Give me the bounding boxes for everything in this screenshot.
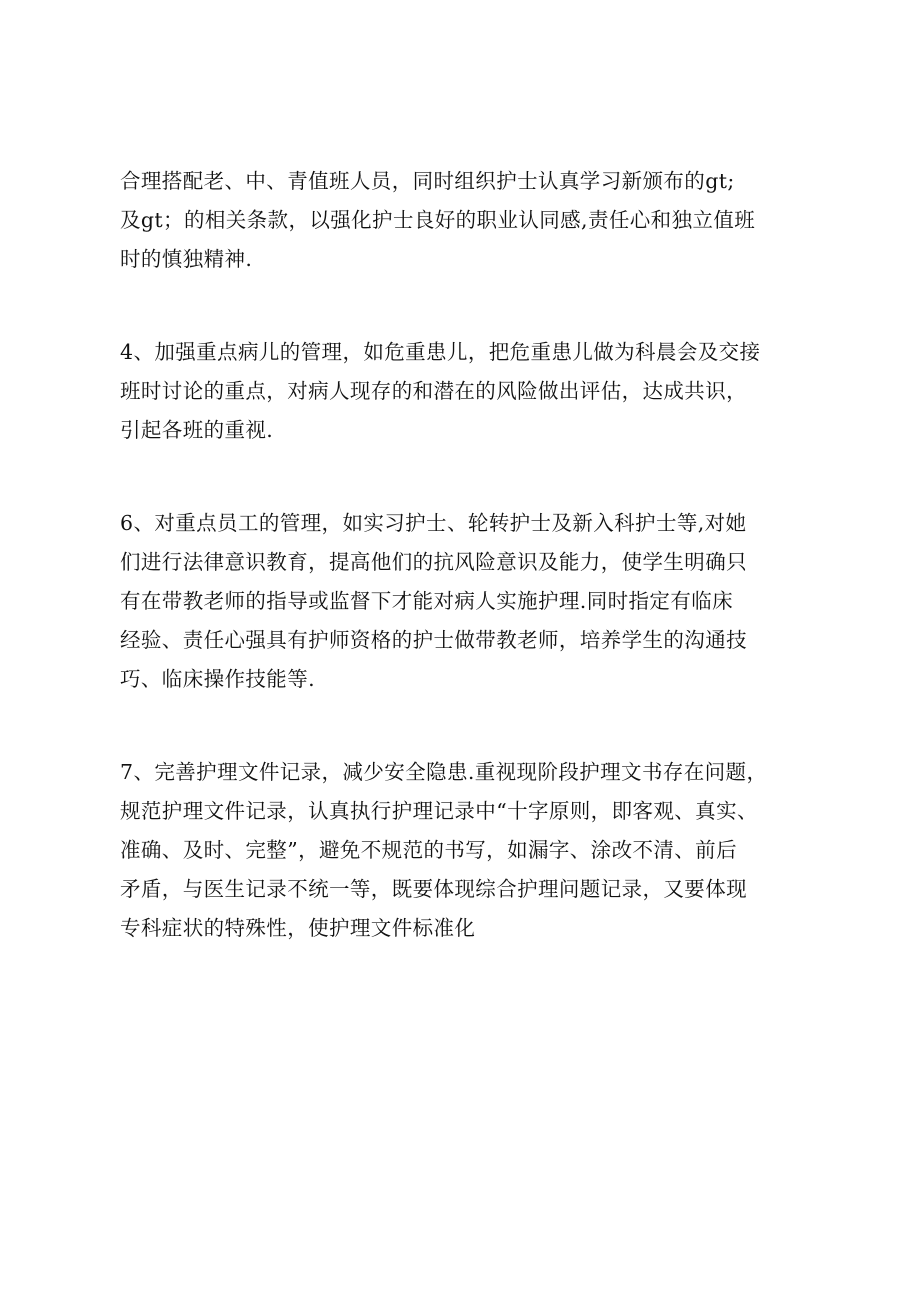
text-line: 及gt；的相关条款，以强化护士良好的职业认同感,责任心和独立值班 — [120, 208, 756, 232]
document-body — [120, 162, 840, 1002]
text-line: 们进行法律意识教育，提高他们的抗风险意识及能力，使学生明确只 — [120, 550, 747, 574]
text-line: 有在带教老师的指导或监督下才能对病人实施护理.同时指定有临床 — [120, 589, 734, 613]
text-line: 引起各班的重视. — [120, 418, 274, 442]
text-line: 时的慎独精神. — [120, 247, 253, 271]
text-line: 巧、临床操作技能等. — [120, 667, 316, 691]
paragraph-item-7 — [120, 753, 840, 948]
text-line: 经验、责任心强具有护师资格的护士做带教老师，培养学生的沟通技 — [120, 628, 747, 652]
text-line: 专科症状的特殊性，使护理文件标准化 — [120, 916, 476, 940]
text-line: 规范护理文件记录，认真执行护理记录中“十字原则，即客观、真实、 — [120, 799, 758, 823]
text-line: 6、对重点员工的管理，如实习护士、轮转护士及新入科护士等,对她 — [120, 511, 747, 535]
paragraph-item-6 — [120, 504, 840, 699]
text-line: 7、完善护理文件记录，减少安全隐患.重视现阶段护理文书存在问题， — [120, 760, 768, 784]
text-line: 合理搭配老、中、青值班人员，同时组织护士认真学习新颁布的gt; — [120, 169, 735, 193]
paragraph-duty-staffing — [120, 162, 840, 279]
paragraph-item-4 — [120, 333, 840, 450]
text-line: 班时讨论的重点，对病人现存的和潜在的风险做出评估，达成共识， — [120, 379, 747, 403]
text-line: 准确、及时、完整”，避免不规范的书写，如漏字、涂改不清、前后 — [120, 838, 737, 862]
text-line: 4、加强重点病儿的管理，如危重患儿，把危重患儿做为科晨会及交接 — [120, 340, 761, 364]
text-line: 矛盾，与医生记录不统一等，既要体现综合护理问题记录，又要体现 — [120, 877, 747, 901]
